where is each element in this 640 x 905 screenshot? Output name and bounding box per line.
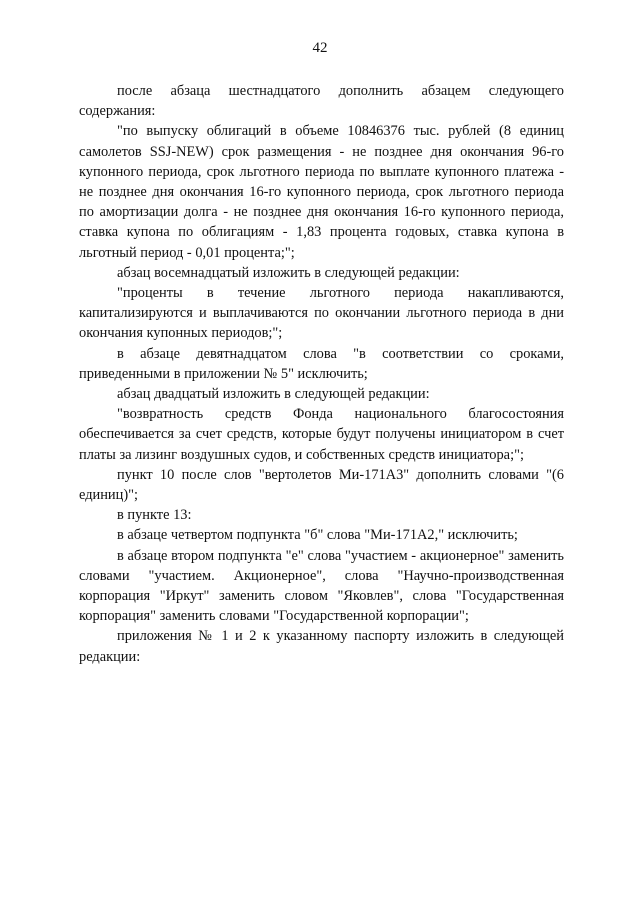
paragraph-7: "возвратность средств Фонда национального благосостояния обеспечивается за счет средств, которые будут получены инициатором в счет платы за лизинг воздушных судов, и собственных средств инициатора;"; bbox=[79, 406, 564, 463]
page-number: 42 bbox=[312, 40, 328, 56]
document-body bbox=[79, 81, 564, 667]
paragraph-6: абзац двадцатый изложить в следующей редакции: bbox=[117, 386, 430, 403]
paragraph-4: "проценты в течение льготного периода накапливаются, капитализируются и выплачиваются по окончании льготного периода в дни окончания купонных периодов;"; bbox=[79, 285, 564, 342]
paragraph-1: после абзаца шестнадцатого дополнить абзацем следующего содержания: bbox=[79, 83, 564, 120]
paragraph-11: в абзаце втором подпункта "е" слова "участием - акционерное" заменить словами "участием. Акционерное", слова "Научно-производственная корпорация "Иркут" заменить словом "Яковлев", слова "Государственная корпорация" заменить словами "Государственной корпорации"; bbox=[79, 547, 564, 625]
paragraph-9: в пункте 13: bbox=[117, 507, 192, 524]
paragraph-3: абзац восемнадцатый изложить в следующей редакции: bbox=[117, 264, 460, 281]
paragraph-5: в абзаце девятнадцатом слова "в соответствии со сроками, приведенными в приложении № 5" исключить; bbox=[79, 345, 564, 382]
paragraph-12: приложения № 1 и 2 к указанному паспорту изложить в следующей редакции: bbox=[79, 628, 564, 665]
paragraph-8: пункт 10 после слов "вертолетов Ми-171А3" дополнить словами "(6 единиц)"; bbox=[79, 466, 564, 504]
paragraph-10: в абзаце четвертом подпункта "б" слова "Ми-171А2," исключить; bbox=[117, 527, 518, 544]
paragraph-2: "по выпуску облигаций в объеме 10846376 тыс. рублей (8 единиц самолетов SSJ-NEW) срок размещения - не позднее дня окончания 96-го купонного периода, срок льготного периода по выплате купонного платежа - не позднее дня окончания 16-го купонного периода, срок льготного периода по амортизации долга - не позднее дня окончания 16-го купонного периода, ставка купона по облигациям - 1,83 процента годовых, ставка купона в льготный период - 0,01 процента;"; bbox=[79, 123, 564, 261]
